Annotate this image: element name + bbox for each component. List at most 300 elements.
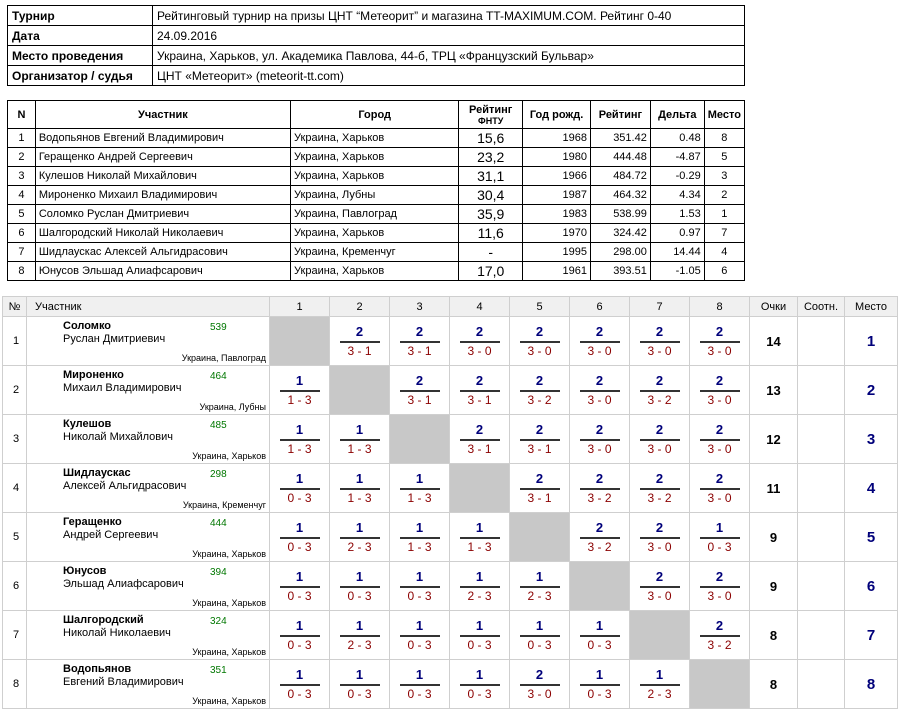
match-result-cell [570,464,630,513]
match-points: 1 [655,666,664,682]
participant-year: 1995 [523,243,591,262]
match-result-cell [630,464,690,513]
participant-name: Юнусов Эльшад Алиафсарович [35,262,290,281]
ratio-value [798,660,845,709]
score-divider [460,586,500,588]
cross-row-num: 8 [3,660,27,709]
participant-rating: 393.51 [590,262,650,281]
ratio-value [798,366,845,415]
participant-rating: 464.32 [590,186,650,205]
match-result-cell [570,366,630,415]
player-rating: 298 [210,469,227,480]
match-points: 2 [415,372,424,388]
match-games: 0 - 3 [287,490,312,505]
match-games: 3 - 0 [527,686,552,701]
score-divider [640,390,680,392]
match-points: 1 [475,617,484,633]
player-city: Украина, Кременчуг [182,500,266,510]
total-points: 13 [750,366,798,415]
score-divider [400,537,440,539]
participant-delta: -0.29 [650,167,704,186]
match-points: 1 [355,519,364,535]
self-match-cell [450,464,510,513]
match-points: 1 [355,666,364,682]
cross-table [2,296,898,709]
match-result-cell [330,415,390,464]
score-divider [400,635,440,637]
cross-header-col-4: 4 [450,297,510,317]
match-points: 2 [475,323,484,339]
final-place: 5 [845,513,898,562]
cross-row-num: 1 [3,317,27,366]
match-games: 0 - 3 [287,686,312,701]
match-result-cell [690,513,750,562]
score-divider [400,488,440,490]
match-result-cell [630,660,690,709]
score-divider [520,684,560,686]
participant-delta: 0.48 [650,129,704,148]
match-points: 1 [475,666,484,682]
score-divider [340,537,380,539]
player-city: Украина, Харьков [192,451,266,461]
match-points: 2 [535,372,544,388]
info-label: Дата [8,26,153,46]
fntu-header-bottom: ФНТУ [478,115,504,126]
match-result-cell [570,415,630,464]
info-row [8,46,745,66]
participant-name: Шалгородский Николай Николаевич [35,224,290,243]
total-points: 9 [750,562,798,611]
score-divider [460,537,500,539]
player-city: Украина, Лубны [199,402,266,412]
score-divider [520,635,560,637]
match-points: 2 [655,421,664,437]
final-place: 4 [845,464,898,513]
score-divider [700,586,740,588]
match-result-cell [510,366,570,415]
score-divider [340,586,380,588]
match-result-cell [390,366,450,415]
participant-place: 3 [704,167,744,186]
cross-header-place: Место [845,297,898,317]
match-points: 1 [355,421,364,437]
match-result-cell [510,317,570,366]
match-result-cell [330,464,390,513]
score-divider [280,488,320,490]
score-divider [460,439,500,441]
score-divider [520,341,560,343]
cross-row [3,660,898,709]
info-row [8,66,745,86]
self-match-cell [510,513,570,562]
match-games: 3 - 0 [587,343,612,358]
ratio-value [798,562,845,611]
cross-header-ratio: Соотн. [798,297,845,317]
score-divider [280,537,320,539]
match-result-cell [270,464,330,513]
match-games: 1 - 3 [287,392,312,407]
participant-n: 4 [8,186,36,205]
match-result-cell [690,366,750,415]
info-value: Украина, Харьков, ул. Академика Павлова, 44-б, ТРЦ «Французский Бульвар» [153,46,745,66]
match-points: 2 [715,421,724,437]
col-header-fntu [459,101,523,129]
match-result-cell [450,366,510,415]
match-points: 2 [715,372,724,388]
self-match-cell [270,317,330,366]
participant-city: Украина, Харьков [291,224,459,243]
score-divider [580,684,620,686]
score-divider [700,635,740,637]
participant-delta: 4.34 [650,186,704,205]
cross-header-col-8: 8 [690,297,750,317]
self-match-cell [570,562,630,611]
match-games: 2 - 3 [647,686,672,701]
match-games: 3 - 1 [467,392,492,407]
participant-place: 2 [704,186,744,205]
ratio-value [798,464,845,513]
match-games: 3 - 1 [407,343,432,358]
match-points: 2 [595,323,604,339]
match-games: 0 - 3 [587,686,612,701]
score-divider [580,488,620,490]
match-result-cell [330,611,390,660]
col-header-name: Участник [35,101,290,129]
cross-header-col-2: 2 [330,297,390,317]
self-match-cell [390,415,450,464]
match-points: 2 [595,372,604,388]
match-games: 3 - 0 [587,392,612,407]
match-games: 3 - 1 [527,441,552,456]
match-games: 3 - 2 [647,392,672,407]
self-match-cell [630,611,690,660]
match-points: 1 [355,568,364,584]
match-games: 0 - 3 [707,539,732,554]
match-games: 0 - 3 [467,637,492,652]
score-divider [400,341,440,343]
match-result-cell [630,366,690,415]
info-row [8,6,745,26]
score-divider [640,537,680,539]
participant-city: Украина, Харьков [291,167,459,186]
player-rating: 464 [210,371,227,382]
cross-player [27,562,270,611]
match-points: 2 [655,470,664,486]
cross-header-col-5: 5 [510,297,570,317]
match-games: 1 - 3 [407,490,432,505]
score-divider [700,439,740,441]
match-games: 3 - 0 [707,441,732,456]
match-result-cell [570,317,630,366]
participant-rating: 351.42 [590,129,650,148]
player-first-name: Андрей Сергеевич [63,529,159,541]
match-result-cell [390,562,450,611]
score-divider [340,684,380,686]
participant-row [8,186,745,205]
player-rating: 351 [210,665,227,676]
final-place: 7 [845,611,898,660]
match-points: 2 [535,323,544,339]
match-games: 3 - 0 [647,539,672,554]
participant-n: 7 [8,243,36,262]
participant-fntu: 35,9 [459,205,523,224]
score-divider [340,635,380,637]
cross-row [3,317,898,366]
participant-fntu: 23,2 [459,148,523,167]
match-result-cell [270,415,330,464]
match-games: 0 - 3 [467,686,492,701]
participant-city: Украина, Кременчуг [291,243,459,262]
score-divider [340,439,380,441]
cross-row [3,611,898,660]
match-result-cell [450,513,510,562]
ratio-value [798,611,845,660]
player-last-name: Соломко [63,320,112,332]
cross-row [3,415,898,464]
cross-player [27,464,270,513]
match-games: 3 - 0 [527,343,552,358]
player-rating: 539 [210,322,227,333]
participant-year: 1966 [523,167,591,186]
match-points: 1 [295,666,304,682]
participant-place: 5 [704,148,744,167]
score-divider [460,341,500,343]
match-points: 1 [595,617,604,633]
player-first-name: Эльшад Алиафсарович [63,578,184,590]
match-result-cell [390,317,450,366]
ratio-value [798,513,845,562]
participant-rating: 324.42 [590,224,650,243]
player-rating: 444 [210,518,227,529]
self-match-cell [330,366,390,415]
match-points: 1 [715,519,724,535]
match-result-cell [690,611,750,660]
match-points: 1 [415,568,424,584]
participant-rating: 538.99 [590,205,650,224]
match-points: 2 [655,568,664,584]
match-points: 2 [655,323,664,339]
participant-place: 1 [704,205,744,224]
match-games: 1 - 3 [407,539,432,554]
cross-row [3,366,898,415]
cross-player [27,611,270,660]
cross-player [27,415,270,464]
score-divider [280,635,320,637]
final-place: 8 [845,660,898,709]
match-games: 0 - 3 [347,588,372,603]
cross-player [27,660,270,709]
cross-header-row [3,297,898,317]
score-divider [700,488,740,490]
match-points: 2 [595,421,604,437]
match-points: 1 [415,617,424,633]
match-games: 3 - 2 [527,392,552,407]
total-points: 9 [750,513,798,562]
participant-place: 4 [704,243,744,262]
match-result-cell [450,562,510,611]
score-divider [340,488,380,490]
participant-name: Геращенко Андрей Сергеевич [35,148,290,167]
match-result-cell [630,562,690,611]
player-first-name: Евгений Владимирович [63,676,184,688]
player-first-name: Михаил Владимирович [63,382,182,394]
match-points: 1 [295,470,304,486]
player-city: Украина, Павлоград [181,353,266,363]
participant-delta: 14.44 [650,243,704,262]
score-divider [460,684,500,686]
player-last-name: Мироненко [63,369,124,381]
match-games: 0 - 3 [287,588,312,603]
match-points: 2 [715,568,724,584]
score-divider [640,439,680,441]
participant-row [8,224,745,243]
participant-name: Шидлаускас Алексей Альгидрасович [35,243,290,262]
match-games: 2 - 3 [467,588,492,603]
participant-delta: -1.05 [650,262,704,281]
cross-row [3,562,898,611]
col-header-rating: Рейтинг [590,101,650,129]
match-points: 1 [295,519,304,535]
match-points: 1 [295,421,304,437]
match-games: 1 - 3 [467,539,492,554]
score-divider [520,439,560,441]
player-last-name: Шалгородский [63,614,144,626]
player-city: Украина, Харьков [192,598,266,608]
final-place: 1 [845,317,898,366]
match-points: 2 [715,617,724,633]
participant-fntu: 31,1 [459,167,523,186]
score-divider [520,488,560,490]
score-divider [640,684,680,686]
participant-name: Мироненко Михаил Владимирович [35,186,290,205]
player-last-name: Водопьянов [63,663,132,675]
match-result-cell [510,464,570,513]
match-points: 1 [355,470,364,486]
participant-delta: -4.87 [650,148,704,167]
score-divider [280,586,320,588]
match-games: 0 - 3 [347,686,372,701]
cross-row-num: 4 [3,464,27,513]
match-result-cell [690,562,750,611]
cross-row [3,464,898,513]
cross-header-points: Очки [750,297,798,317]
match-games: 3 - 2 [587,490,612,505]
participant-rating: 298.00 [590,243,650,262]
participants-header-row [8,101,745,129]
match-games: 3 - 2 [587,539,612,554]
cross-header-col-7: 7 [630,297,690,317]
match-result-cell [390,611,450,660]
match-points: 1 [415,519,424,535]
participant-place: 6 [704,262,744,281]
participant-name: Кулешов Николай Михайлович [35,167,290,186]
match-games: 0 - 3 [287,539,312,554]
match-points: 1 [355,617,364,633]
player-city: Украина, Харьков [192,696,266,706]
fntu-header-top: Рейтинг [469,103,513,116]
info-label: Турнир [8,6,153,26]
match-points: 2 [535,470,544,486]
participant-name: Соломко Руслан Дмитриевич [35,205,290,224]
match-result-cell [330,562,390,611]
match-result-cell [450,611,510,660]
match-points: 1 [475,519,484,535]
match-result-cell [450,660,510,709]
participant-n: 2 [8,148,36,167]
cross-player [27,513,270,562]
participant-fntu: 17,0 [459,262,523,281]
participant-n: 8 [8,262,36,281]
player-last-name: Геращенко [63,516,122,528]
match-result-cell [270,513,330,562]
score-divider [400,586,440,588]
info-value: ЦНТ «Метеорит» (meteorit-tt.com) [153,66,745,86]
match-points: 2 [595,519,604,535]
score-divider [520,586,560,588]
participant-fntu: 11,6 [459,224,523,243]
col-header-year: Год рожд. [523,101,591,129]
participant-rating: 484.72 [590,167,650,186]
cross-row-num: 7 [3,611,27,660]
match-games: 0 - 3 [587,637,612,652]
total-points: 12 [750,415,798,464]
match-games: 0 - 3 [407,637,432,652]
participant-city: Украина, Харьков [291,148,459,167]
match-games: 3 - 0 [647,343,672,358]
score-divider [700,390,740,392]
match-points: 2 [655,519,664,535]
tournament-info-table [7,5,745,86]
match-result-cell [690,464,750,513]
match-games: 3 - 0 [467,343,492,358]
score-divider [580,341,620,343]
match-result-cell [450,317,510,366]
cross-header-col-1: 1 [270,297,330,317]
match-result-cell [390,513,450,562]
match-games: 0 - 3 [527,637,552,652]
match-games: 3 - 0 [647,441,672,456]
info-label: Организатор / судья [8,66,153,86]
match-points: 2 [715,323,724,339]
participant-row [8,148,745,167]
participant-city: Украина, Павлоград [291,205,459,224]
match-points: 1 [295,568,304,584]
cross-row-num: 2 [3,366,27,415]
match-points: 2 [595,470,604,486]
match-points: 2 [355,323,364,339]
participant-year: 1968 [523,129,591,148]
total-points: 8 [750,611,798,660]
ratio-value [798,415,845,464]
final-place: 2 [845,366,898,415]
participant-n: 1 [8,129,36,148]
participant-row [8,205,745,224]
cross-header-col-6: 6 [570,297,630,317]
match-points: 2 [655,372,664,388]
participant-n: 6 [8,224,36,243]
match-points: 1 [415,666,424,682]
score-divider [580,390,620,392]
match-games: 2 - 3 [347,539,372,554]
participant-rating: 444.48 [590,148,650,167]
match-games: 1 - 3 [347,441,372,456]
match-games: 3 - 1 [407,392,432,407]
cross-player [27,366,270,415]
cross-header-num: № [3,297,27,317]
match-result-cell [270,366,330,415]
match-games: 2 - 3 [527,588,552,603]
participant-fntu: 15,6 [459,129,523,148]
